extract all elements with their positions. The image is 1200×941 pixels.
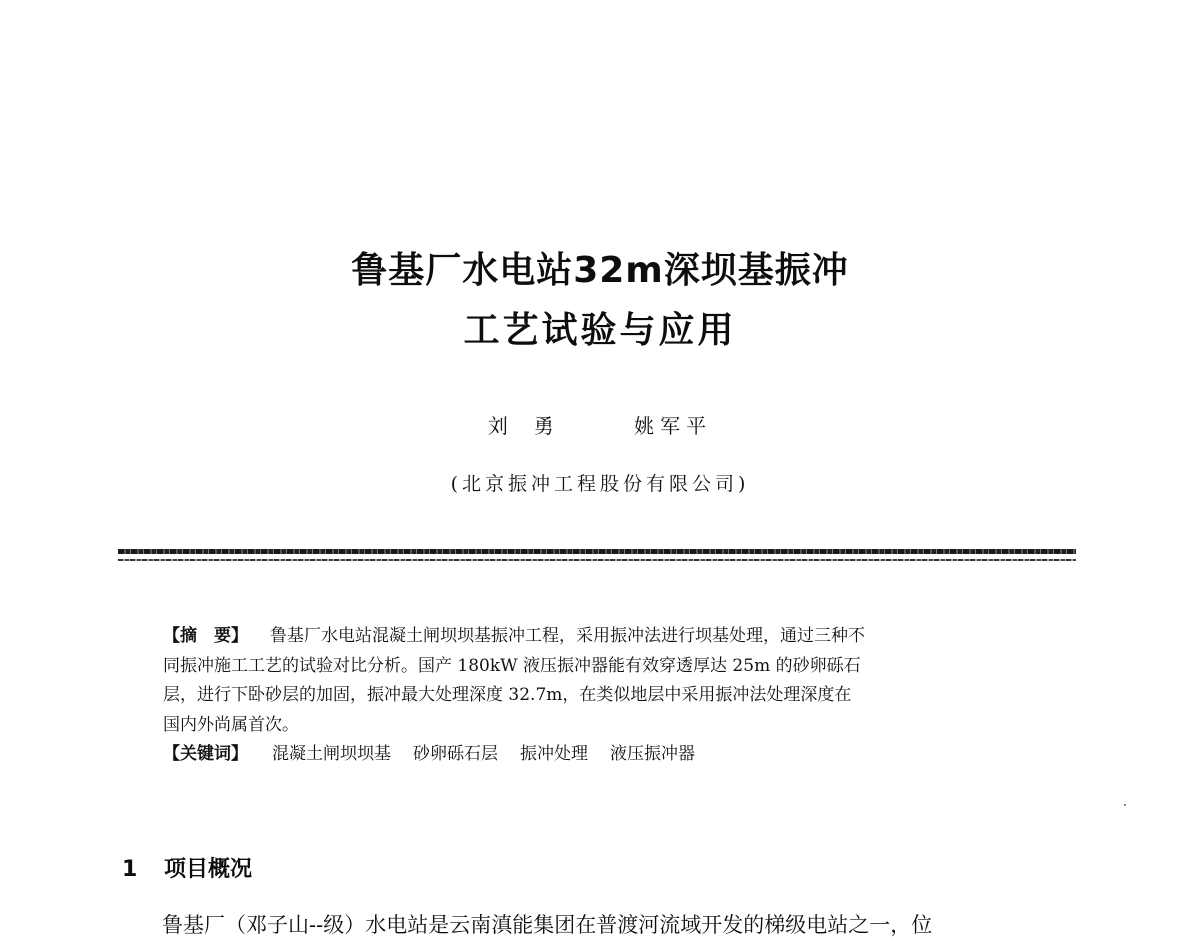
author-name: 刘勇 [487, 414, 580, 438]
keyword: 液压振冲器 [610, 744, 695, 764]
author-affiliation: (北京振冲工程股份有限公司) [450, 473, 750, 495]
abstract-line: 层，进行下卧砂层的加固，振冲最大处理深度 32.7m，在类似地层中采用振冲法处理深度在 [163, 685, 852, 705]
scan-speck [1124, 804, 1126, 806]
keyword: 砂卵砾石层 [413, 744, 498, 764]
abstract-block [163, 622, 1029, 770]
keywords-line [163, 740, 1029, 770]
header-divider-thick [118, 549, 1076, 554]
keyword: 混凝土闸坝坝基 [272, 744, 391, 764]
header-divider-thin [118, 559, 1076, 561]
abstract-line: 国内外尚属首次。 [163, 714, 299, 735]
keyword: 振冲处理 [520, 744, 588, 764]
abstract-line [163, 622, 1029, 652]
author-name: 姚军平 [634, 414, 713, 438]
abstract-line: 同振冲施工工艺的试验对比分析。国产 180kW 液压振冲器能有效穿透厚达 25m 的砂卵砾石 [163, 655, 861, 676]
author-list [0, 410, 1200, 439]
abstract-label: 【摘 要】 [163, 626, 248, 646]
abstract-text: 鲁基厂水电站混凝土闸坝坝基振冲工程，采用振冲法进行坝基处理，通过三种不 [270, 626, 865, 646]
body-paragraph: 鲁基厂（邓子山--级）水电站是云南滇能集团在普渡河流域开发的梯级电站之一，位 [162, 913, 933, 937]
section-heading [122, 852, 252, 883]
section-number: 1 [122, 857, 138, 882]
section-title: 项目概况 [164, 857, 253, 882]
paper-title-line-2: 工艺试验与应用 [463, 310, 737, 351]
paper-title-line-1: 鲁基厂水电站32m深坝基振冲 [351, 250, 849, 291]
keywords-label: 【关键词】 [163, 744, 248, 764]
